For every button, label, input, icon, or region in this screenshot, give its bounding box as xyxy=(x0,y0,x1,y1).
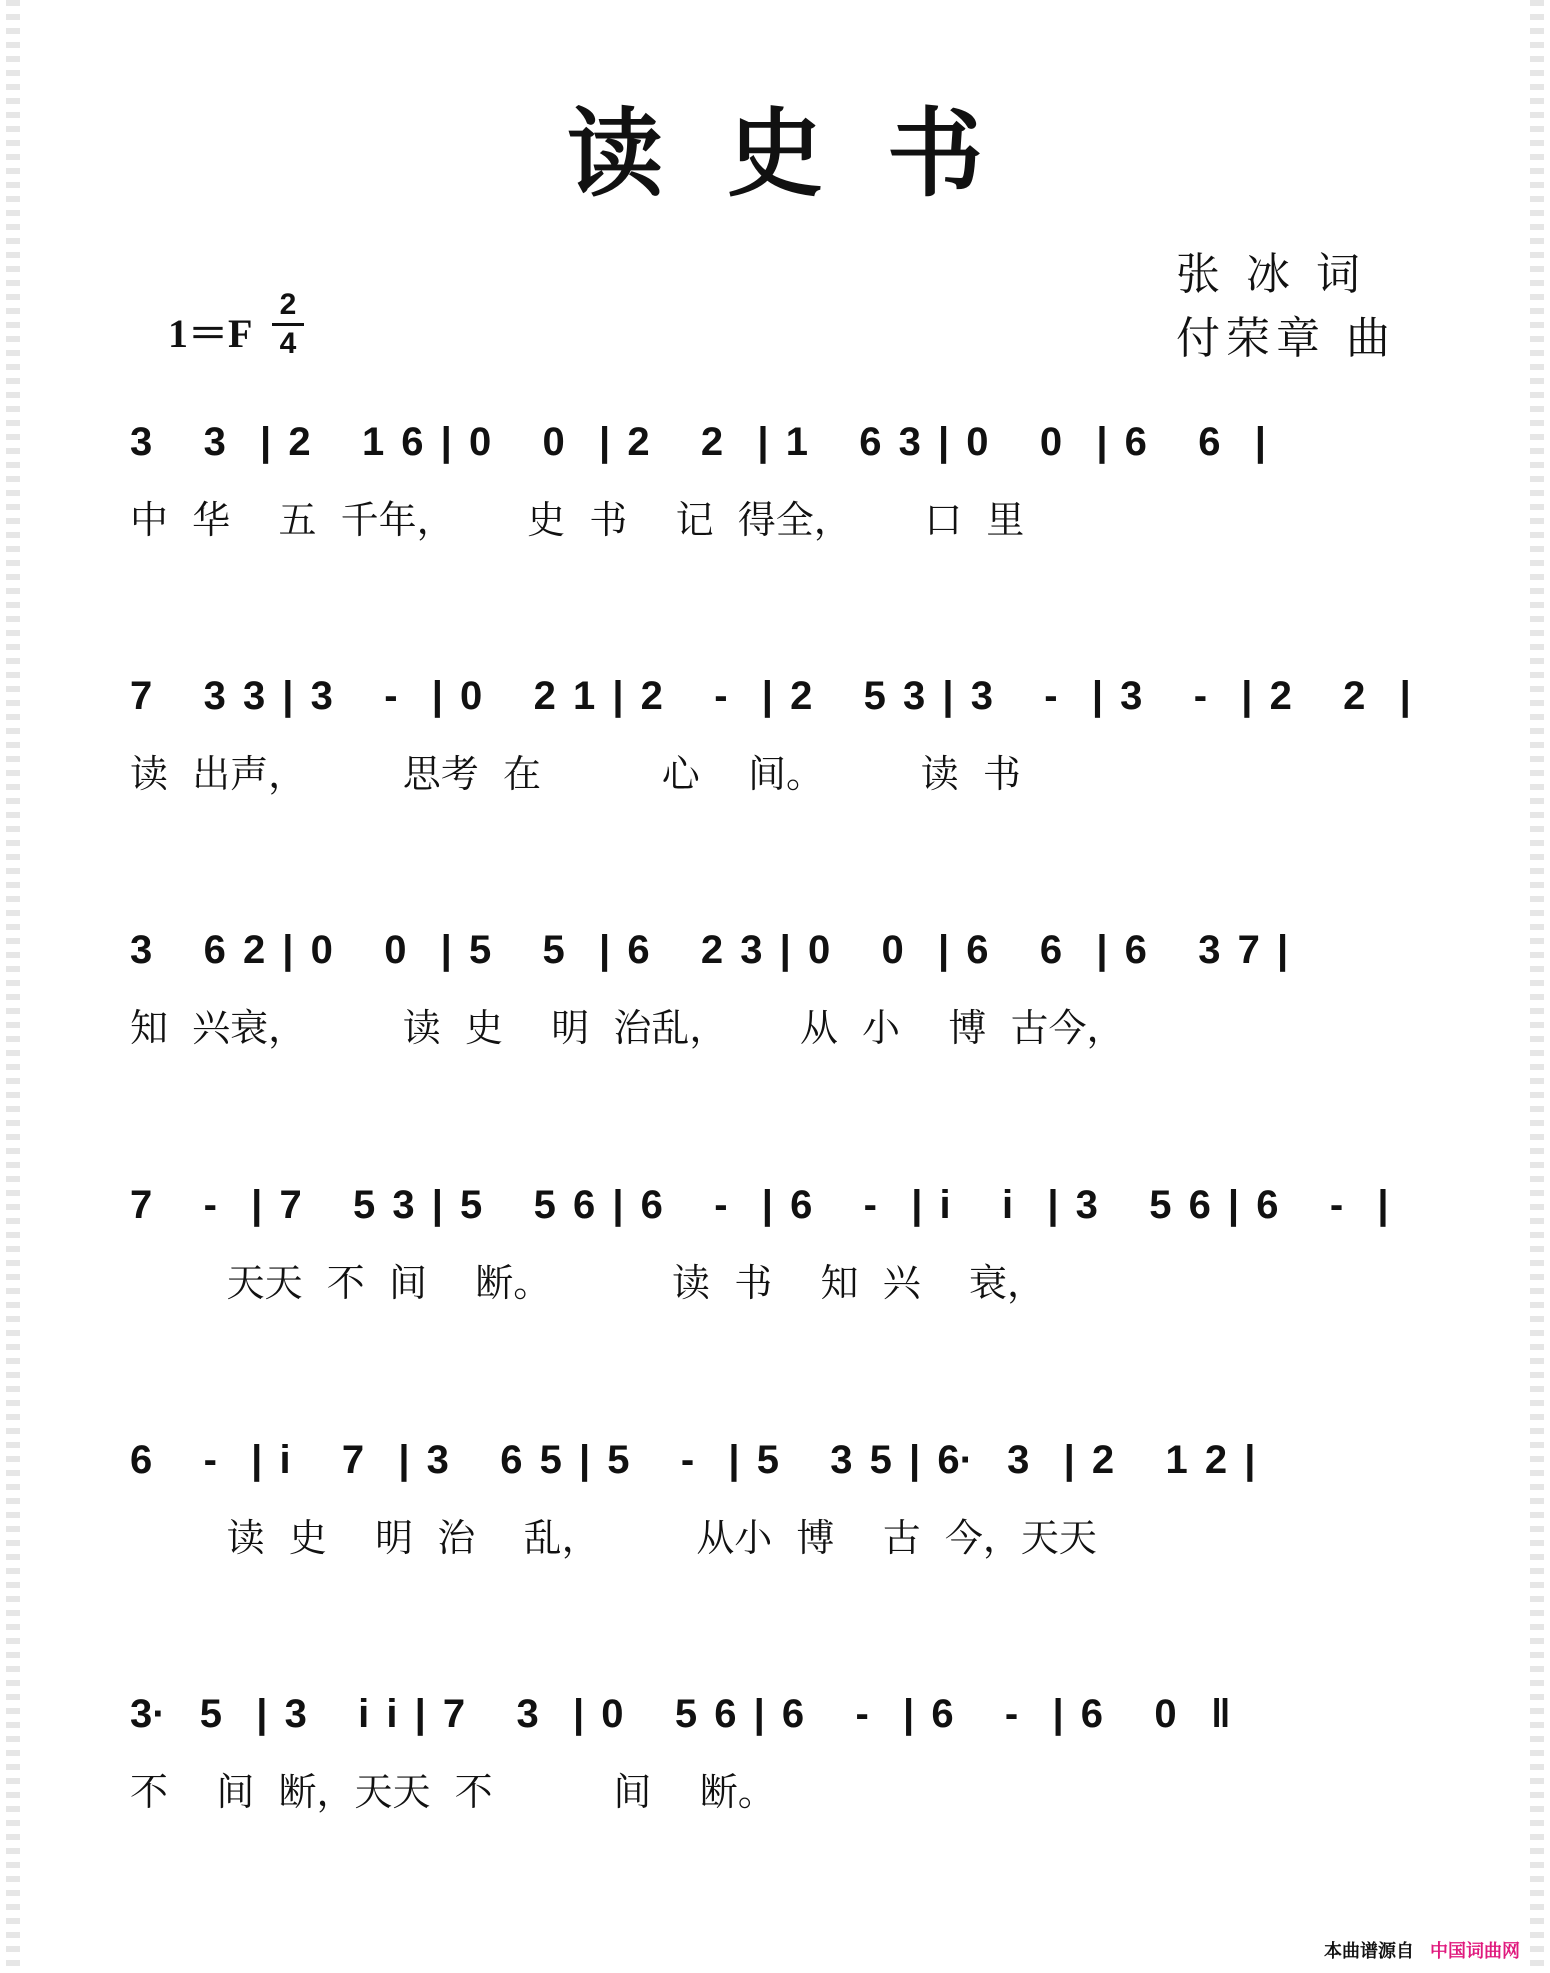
lyrics-row: 读 出声， 思考 在 心 间。 读 书 xyxy=(130,752,1021,796)
composer-credit: 付荣章 曲 xyxy=(1176,313,1396,364)
notation-row: 3 6 2 | 0 0 | 5 5 | 6 2 3 | 0 0 | 6 6 | 6 3 7 | xyxy=(130,928,1289,972)
song-title: 读史书 xyxy=(567,97,1047,210)
lyrics-row: 中 华 五 千年， 史 书 记 得全， 口 里 xyxy=(130,498,1025,542)
lyrics-row: 天天 不 间 断。 读 书 知 兴 衰， xyxy=(130,1261,1046,1305)
notation-row: 6 - | i 7 | 3 6 5 | 5 - | 5 3 5 | 6· 3 | 2 1 2 | xyxy=(130,1438,1256,1482)
score-line-5 xyxy=(0,1430,1550,1580)
lyrics-row: 读 史 明 治 乱， 从小 博 古 今，天天 xyxy=(130,1516,1097,1560)
notation-row: 7 - | 7 5 3 | 5 5 6 | 6 - | 6 - | i i | 3 5 6 | 6 - | xyxy=(130,1183,1389,1227)
score-line-2 xyxy=(0,666,1550,816)
time-signature-divider xyxy=(272,323,304,326)
lyricist-credit: 张 冰 词 xyxy=(1176,249,1366,300)
score-line-6 xyxy=(0,1684,1550,1834)
site-link[interactable]: 中国词曲网 xyxy=(1430,1941,1520,1962)
source-label: 本曲谱源自 xyxy=(1324,1941,1414,1962)
notation-row: 7 3 3 | 3 - | 0 2 1 | 2 - | 2 5 3 | 3 - | 3 - | 2 2 | xyxy=(130,674,1411,718)
source-footer xyxy=(1324,1937,1520,1963)
time-signature-denominator: 4 xyxy=(279,327,297,360)
lyrics-row: 不 间 断，天天 不 间 断。 xyxy=(130,1770,776,1814)
notation-row: 3· 5 | 3 i i | 7 3 | 0 5 6 | 6 - | 6 - | 6 0 ‖ xyxy=(130,1692,1231,1736)
time-signature xyxy=(272,290,304,359)
notation-row: 3 3 | 2 1 6 | 0 0 | 2 2 | 1 6 3 | 0 0 | 6 6 | xyxy=(130,420,1266,464)
score-line-4 xyxy=(0,1175,1550,1325)
key-signature: 1＝F xyxy=(168,311,253,356)
score-line-1 xyxy=(0,412,1550,562)
score-line-3 xyxy=(0,920,1550,1070)
lyrics-row: 知 兴衰， 读 史 明 治乱， 从 小 博 古今， xyxy=(130,1006,1125,1050)
time-signature-numerator: 2 xyxy=(279,288,297,321)
